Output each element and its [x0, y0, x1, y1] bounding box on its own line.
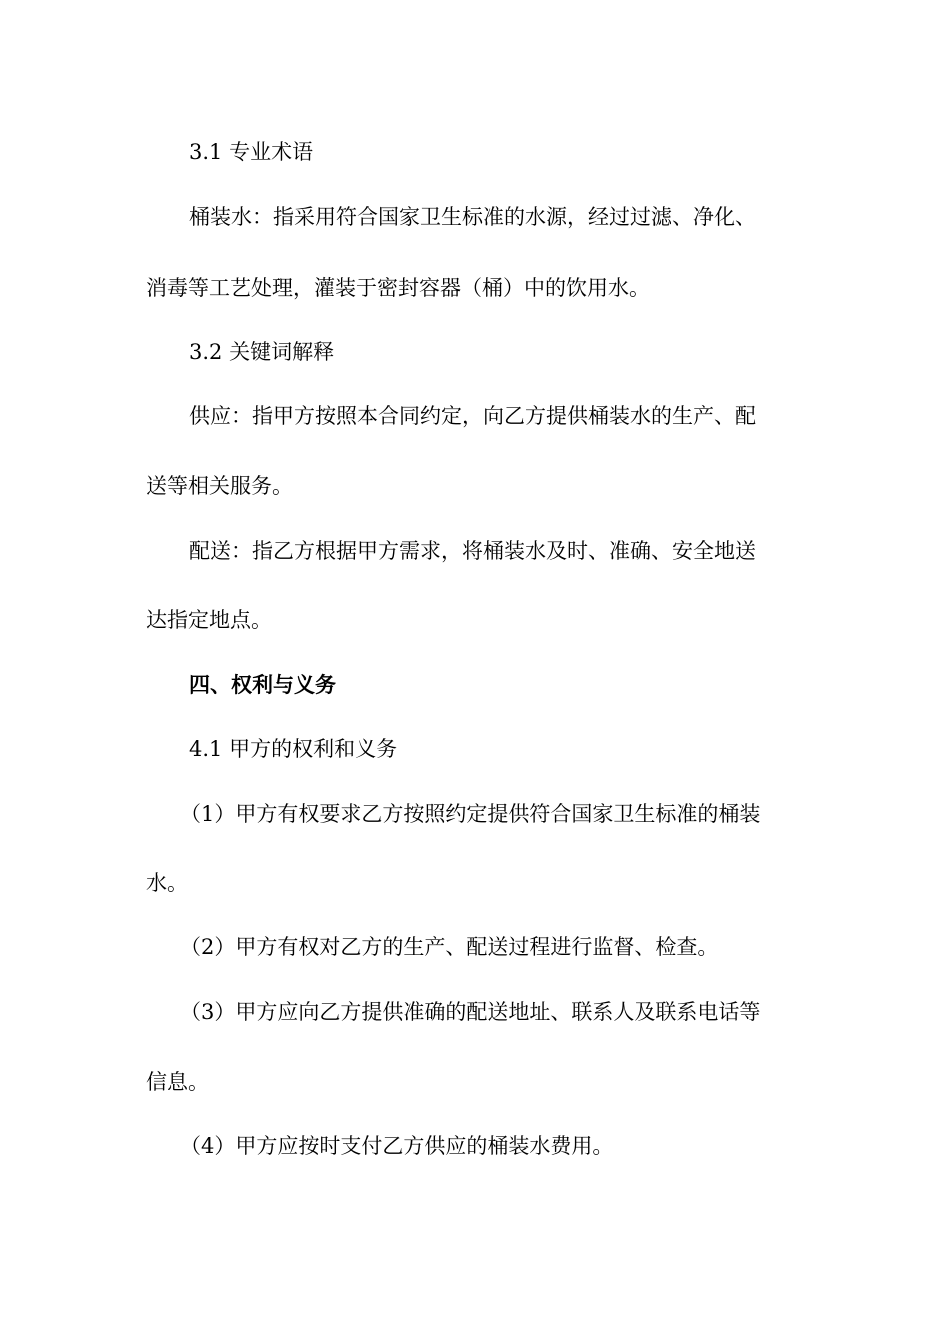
subsection-heading-3-1: 3.1 专业术语	[189, 140, 314, 164]
paragraph-line: 桶装水：指采用符合国家卫生标准的水源，经过过滤、净化、	[189, 205, 756, 229]
paragraph-line: 达指定地点。	[146, 608, 272, 632]
list-item-line: （4）甲方应按时支付乙方供应的桶装水费用。	[180, 1134, 614, 1158]
paragraph-line: 供应：指甲方按照本合同约定，向乙方提供桶装水的生产、配	[189, 404, 756, 428]
paragraph-line: 配送：指乙方根据甲方需求，将桶装水及时、准确、安全地送	[189, 539, 756, 563]
list-item-line: （2）甲方有权对乙方的生产、配送过程进行监督、检查。	[180, 935, 719, 959]
paragraph-line: 送等相关服务。	[146, 474, 293, 498]
subsection-heading-4-1: 4.1 甲方的权利和义务	[189, 737, 398, 761]
list-item-line: 水。	[146, 871, 188, 895]
paragraph-line: 消毒等工艺处理，灌装于密封容器（桶）中的饮用水。	[146, 276, 650, 300]
list-item-line: 信息。	[146, 1070, 209, 1094]
subsection-heading-3-2: 3.2 关键词解释	[189, 340, 335, 364]
list-item-line: （3）甲方应向乙方提供准确的配送地址、联系人及联系电话等	[180, 1000, 761, 1024]
section-heading: 四、权利与义务	[189, 672, 336, 697]
list-item-line: （1）甲方有权要求乙方按照约定提供符合国家卫生标准的桶装	[180, 802, 761, 826]
